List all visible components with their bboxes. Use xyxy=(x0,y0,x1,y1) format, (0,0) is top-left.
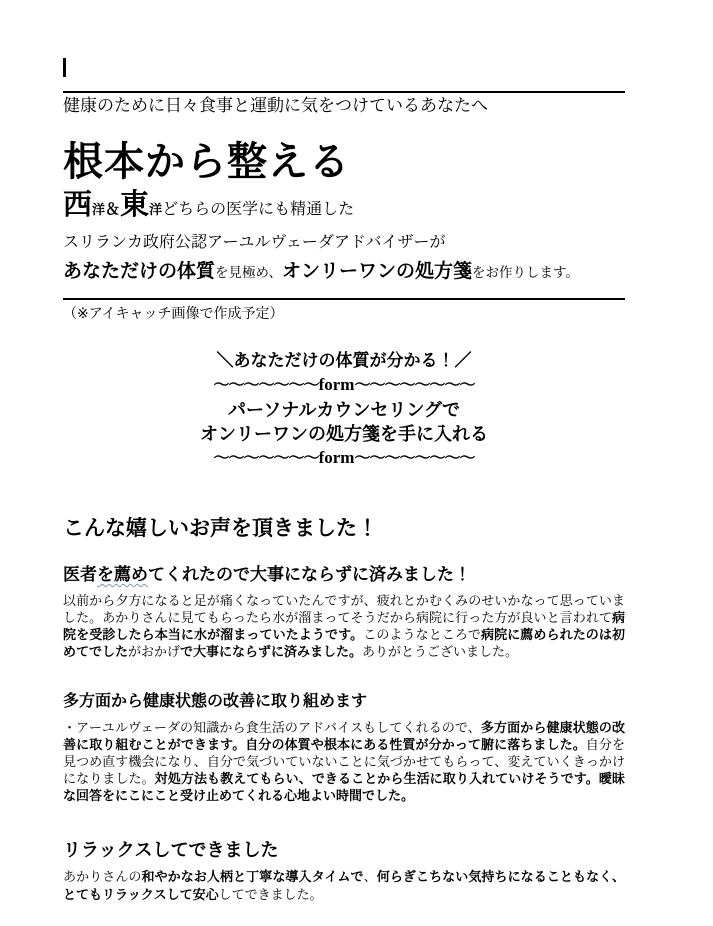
testimonial-2-body xyxy=(63,719,625,804)
text-segment: がおかげ xyxy=(128,644,181,659)
wave-right: ～～～～～～～～ xyxy=(354,377,475,394)
form-line-2: オンリーワンの処方箋を手に入れる xyxy=(200,424,488,444)
testimonial-item xyxy=(63,838,625,904)
hero-subtitle-west-small: 洋 xyxy=(92,202,106,217)
form-word: form xyxy=(318,375,355,394)
form-wave-bottom xyxy=(63,446,625,471)
text-segment: あかりさんの xyxy=(63,869,142,884)
testimonial-1-title xyxy=(63,563,625,586)
text-segment: 以前から夕方になると足が痛くなっていたんですが、疲れとかむくみのせいかなって思っていました。あかりさんに見てもらったら水が溜まってそうだから病院に行った方が良いと言われて xyxy=(63,593,625,625)
testimonial-1-body xyxy=(63,592,625,660)
page-title: 根本から整える xyxy=(63,140,350,184)
text-segment: 、 xyxy=(363,869,377,884)
form-callout xyxy=(63,349,625,471)
text-segment: 自分を見つめ直す機会になり、自分で気づいていないことに気づかせてもらって、変えていくきっかけになりました。 xyxy=(63,737,625,786)
form-catch-copy: ＼あなただけの体質が分かる！／ xyxy=(216,351,472,370)
testimonial-item xyxy=(63,691,625,804)
hero-subtitle-west-big: 西 xyxy=(63,189,93,221)
text-segment: を薦め xyxy=(97,565,148,584)
text-segment: 多方面から健康状態の改善に取り組むことができます。自分の体質や根本にある性質が分かって腑に落ちました。 xyxy=(63,720,625,752)
hero-subtitle-east-small: 洋 xyxy=(149,202,163,217)
text-cursor xyxy=(63,58,66,77)
text-segment: してできました。 xyxy=(218,887,323,902)
form-word: form xyxy=(318,448,355,467)
testimonial-3-title: リラックスしてできました xyxy=(63,840,279,860)
text-segment: で大事にならずに済みました。 xyxy=(180,644,363,659)
hero-subtitle-east-big: 東 xyxy=(120,189,150,221)
hero-line3 xyxy=(63,259,625,286)
header-tagline: 健康のために日々食事と運動に気をつけているあなたへ xyxy=(63,96,488,115)
hero-line3-regular-1: を見極め、 xyxy=(215,265,282,280)
ampersand: ＆ xyxy=(105,201,121,218)
divider-top xyxy=(63,91,625,93)
divider-middle xyxy=(63,298,625,300)
testimonial-2-title: 多方面から健康状態の改善に取り組めます xyxy=(63,693,368,710)
hero-line3-bold-2: オンリーワンの処方箋 xyxy=(281,261,472,282)
testimonial-item xyxy=(63,563,625,660)
hero-line3-regular-2: をお作りします。 xyxy=(472,265,579,280)
text-segment: 和やかなお人柄と丁寧な導入タイムで xyxy=(141,869,364,884)
text-segment: 対処方法も教えてもらい、できることから生活に取り入れていけそうです。曖昧な回答をにこにこと受け止めてくれる心地よい時間でした。 xyxy=(63,771,625,803)
text-segment: てくれたので大事にならずに済みました！ xyxy=(148,565,471,584)
text-segment: 病院に薦められたのは初めてでした xyxy=(63,627,625,659)
hero-line3-bold-1: あなただけの体質 xyxy=(63,261,216,282)
text-segment: ・アーユルヴェーダの知識から食生活のアドバイスもしてくれるので、 xyxy=(63,720,481,735)
wave-left: ～～～～～～～ xyxy=(213,377,319,394)
form-line-1: パーソナルカウンセリングで xyxy=(227,400,461,420)
form-wave-top xyxy=(63,373,625,398)
text-segment: ありがとうございました。 xyxy=(362,644,519,659)
wave-right: ～～～～～～～～ xyxy=(354,450,475,467)
testimonials-heading: こんな嬉しいお声を頂きました！ xyxy=(63,517,378,540)
eyecatch-note: （※アイキャッチ画像で作成予定） xyxy=(63,305,284,321)
hero-line2: スリランカ政府公認アーユルヴェーダアドバイザーが xyxy=(63,234,446,251)
hero-subtitle xyxy=(63,188,625,227)
text-segment: 病院を受診したら本当に水が溜まっていたようです。 xyxy=(63,610,625,642)
text-segment: このようなところで xyxy=(363,627,481,642)
text-segment: 医者 xyxy=(63,565,97,584)
wave-left: ～～～～～～～ xyxy=(213,450,319,467)
text-segment: 何らぎこちない気持ちになることもなく、とてもリラックスして安心 xyxy=(63,869,625,902)
testimonial-3-body xyxy=(63,868,625,904)
hero-subtitle-rest: どちらの医学にも精通した xyxy=(162,201,355,218)
